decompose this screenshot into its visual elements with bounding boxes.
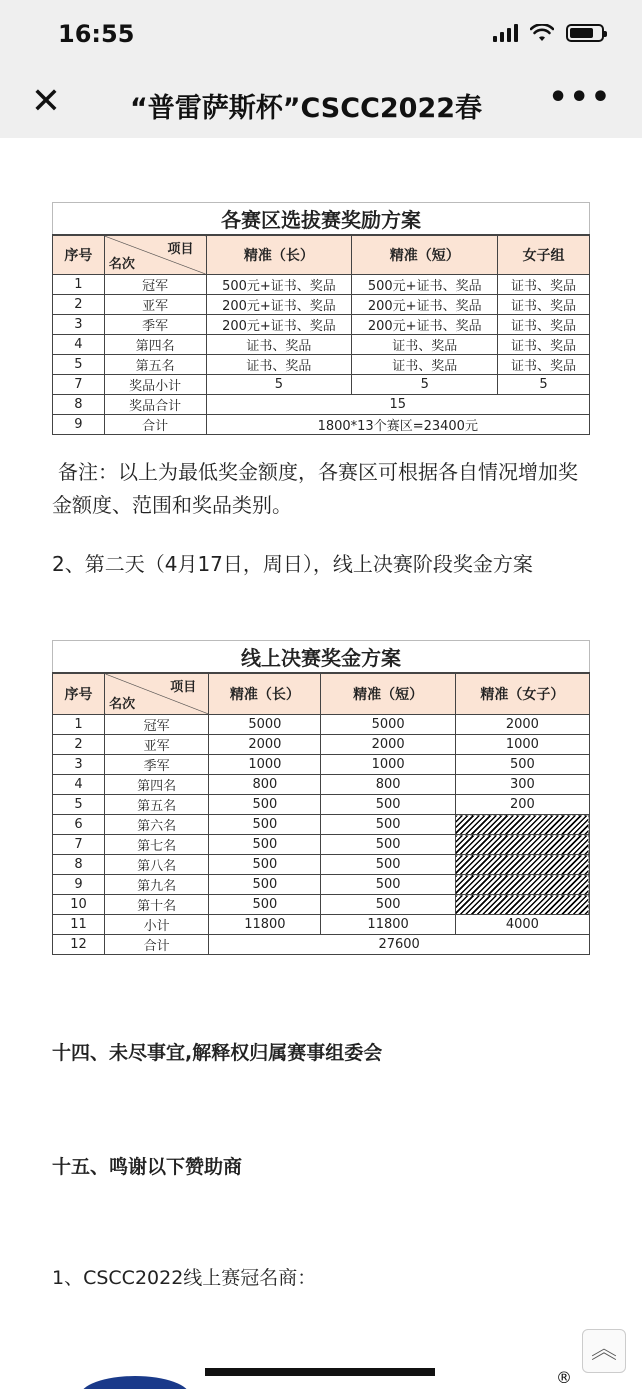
cell-c2: 证书、奖品 bbox=[352, 335, 498, 355]
cell-c3 bbox=[455, 875, 589, 895]
table-row bbox=[53, 315, 590, 335]
table-row bbox=[53, 915, 590, 935]
cell-seq: 6 bbox=[53, 815, 105, 835]
table-row bbox=[53, 875, 590, 895]
table-row bbox=[53, 835, 590, 855]
cell-seq: 8 bbox=[53, 395, 105, 415]
cell-rank: 第四名 bbox=[105, 775, 209, 795]
cell-c2: 200元+证书、奖品 bbox=[352, 295, 498, 315]
header-diagonal bbox=[104, 235, 206, 275]
header-long: 精准（长） bbox=[209, 673, 321, 715]
header-rank: 名次 bbox=[109, 697, 136, 712]
cell-rank: 第七名 bbox=[105, 835, 209, 855]
table-row bbox=[53, 715, 590, 735]
cell-c3: 证书、奖品 bbox=[498, 295, 590, 315]
header-seq: 序号 bbox=[53, 235, 105, 275]
cell-c1: 500 bbox=[209, 815, 321, 835]
cell-c1: 5000 bbox=[209, 715, 321, 735]
cell-value: 27600 bbox=[209, 935, 590, 955]
logo-emblem bbox=[80, 1376, 190, 1389]
cell-seq: 4 bbox=[53, 335, 105, 355]
cell-seq: 10 bbox=[53, 895, 105, 915]
close-icon[interactable]: ✕ bbox=[30, 81, 62, 122]
cell-rank: 冠军 bbox=[104, 275, 206, 295]
cell-value: 15 bbox=[206, 395, 589, 415]
cell-c2: 500元+证书、奖品 bbox=[352, 275, 498, 295]
table-row bbox=[53, 375, 590, 395]
cell-c2: 5000 bbox=[321, 715, 455, 735]
cell-seq: 1 bbox=[53, 715, 105, 735]
cell-c3: 证书、奖品 bbox=[498, 355, 590, 375]
cell-c2: 5 bbox=[352, 375, 498, 395]
cell-rank: 亚军 bbox=[104, 295, 206, 315]
cell-c1: 500 bbox=[209, 875, 321, 895]
cell-c1: 500 bbox=[209, 895, 321, 915]
logo-wordmark bbox=[205, 1368, 435, 1389]
status-icons bbox=[493, 24, 604, 42]
cell-c1: 证书、奖品 bbox=[206, 335, 352, 355]
section-14-heading: 十四、未尽事宜,解释权归属赛事组委会 bbox=[52, 1042, 383, 1064]
cell-c2: 800 bbox=[321, 775, 455, 795]
status-bar bbox=[0, 0, 642, 70]
section-15-heading: 十五、鸣谢以下赞助商 bbox=[52, 1156, 243, 1178]
header-rank: 名次 bbox=[108, 257, 135, 272]
cell-rank: 第九名 bbox=[105, 875, 209, 895]
cell-c1: 800 bbox=[209, 775, 321, 795]
header-long: 精准（长） bbox=[206, 235, 352, 275]
cell-c2: 500 bbox=[321, 895, 455, 915]
header-seq: 序号 bbox=[53, 673, 105, 715]
cell-rank: 第八名 bbox=[105, 855, 209, 875]
cell-c1: 证书、奖品 bbox=[206, 355, 352, 375]
table-row bbox=[53, 335, 590, 355]
cell-seq: 12 bbox=[53, 935, 105, 955]
cell-c2: 500 bbox=[321, 795, 455, 815]
cell-c1: 500 bbox=[209, 795, 321, 815]
header-diagonal bbox=[105, 673, 209, 715]
cell-rank: 奖品小计 bbox=[104, 375, 206, 395]
cell-rank: 第五名 bbox=[104, 355, 206, 375]
cell-c2: 1000 bbox=[321, 755, 455, 775]
cell-seq: 11 bbox=[53, 915, 105, 935]
cell-c3: 证书、奖品 bbox=[498, 275, 590, 295]
table-row bbox=[53, 275, 590, 295]
cell-c3: 1000 bbox=[455, 735, 589, 755]
cell-value: 1800*13个赛区=23400元 bbox=[206, 415, 589, 435]
cell-c1: 200元+证书、奖品 bbox=[206, 315, 352, 335]
cell-c3: 2000 bbox=[455, 715, 589, 735]
regional-prize-table bbox=[52, 202, 590, 435]
cell-c2: 500 bbox=[321, 875, 455, 895]
table-row bbox=[53, 775, 590, 795]
cell-c3 bbox=[455, 855, 589, 875]
cell-seq: 9 bbox=[53, 875, 105, 895]
cell-c3 bbox=[455, 815, 589, 835]
cell-seq: 3 bbox=[53, 315, 105, 335]
online-final-prize-table bbox=[52, 640, 590, 955]
page-title: “普雷萨斯杯”CSCC2022春 bbox=[130, 93, 483, 124]
cell-rank: 季军 bbox=[104, 315, 206, 335]
article-content[interactable] bbox=[0, 138, 642, 1389]
cell-seq: 2 bbox=[53, 295, 105, 315]
cell-c3: 300 bbox=[455, 775, 589, 795]
cell-seq: 8 bbox=[53, 855, 105, 875]
cell-rank: 冠军 bbox=[105, 715, 209, 735]
cell-c3: 证书、奖品 bbox=[498, 335, 590, 355]
table-row bbox=[53, 755, 590, 775]
cell-rank: 第六名 bbox=[105, 815, 209, 835]
table-row bbox=[53, 295, 590, 315]
note-paragraph: 备注：以上为最低奖金额度，各赛区可根据各自情况增加奖金额度、范围和奖品类别。 bbox=[52, 460, 578, 517]
cell-c2: 500 bbox=[321, 815, 455, 835]
cell-c1: 11800 bbox=[209, 915, 321, 935]
status-time: 16:55 bbox=[58, 20, 135, 48]
cell-rank: 亚军 bbox=[105, 735, 209, 755]
header-item: 项目 bbox=[167, 241, 194, 257]
cell-rank: 第十名 bbox=[105, 895, 209, 915]
cell-c3 bbox=[455, 895, 589, 915]
nav-bar bbox=[0, 70, 642, 138]
cell-c2: 500 bbox=[321, 855, 455, 875]
table-row bbox=[53, 735, 590, 755]
cell-rank: 季军 bbox=[105, 755, 209, 775]
header-women: 精准（女子） bbox=[455, 673, 589, 715]
cell-c1: 1000 bbox=[209, 755, 321, 775]
table-title: 各赛区选拔赛奖励方案 bbox=[53, 203, 590, 235]
cell-seq: 7 bbox=[53, 375, 105, 395]
cell-seq: 5 bbox=[53, 355, 105, 375]
sponsor-logo bbox=[80, 1368, 480, 1389]
cell-seq: 4 bbox=[53, 775, 105, 795]
more-options-icon[interactable]: ••• bbox=[548, 80, 612, 115]
cell-rank: 奖品合计 bbox=[104, 395, 206, 415]
header-women: 女子组 bbox=[498, 235, 590, 275]
cell-c1: 500 bbox=[209, 835, 321, 855]
cell-seq: 1 bbox=[53, 275, 105, 295]
cell-seq: 2 bbox=[53, 735, 105, 755]
cell-c2: 500 bbox=[321, 835, 455, 855]
wifi-icon bbox=[530, 24, 554, 42]
cell-c2: 证书、奖品 bbox=[352, 355, 498, 375]
cell-c1: 500元+证书、奖品 bbox=[206, 275, 352, 295]
cell-c1: 200元+证书、奖品 bbox=[206, 295, 352, 315]
cell-c2: 200元+证书、奖品 bbox=[352, 315, 498, 335]
cell-c1: 2000 bbox=[209, 735, 321, 755]
table-row bbox=[53, 795, 590, 815]
cell-seq: 3 bbox=[53, 755, 105, 775]
cell-seq: 9 bbox=[53, 415, 105, 435]
header-short: 精准（短） bbox=[321, 673, 455, 715]
cell-c3: 4000 bbox=[455, 915, 589, 935]
cell-c2: 11800 bbox=[321, 915, 455, 935]
cell-c3: 500 bbox=[455, 755, 589, 775]
table-title: 线上决赛奖金方案 bbox=[53, 641, 590, 673]
cell-c3: 证书、奖品 bbox=[498, 315, 590, 335]
cell-rank: 合计 bbox=[104, 415, 206, 435]
scroll-to-top-button[interactable] bbox=[582, 1329, 626, 1373]
cell-c1: 5 bbox=[206, 375, 352, 395]
cell-c2: 2000 bbox=[321, 735, 455, 755]
cell-c3 bbox=[455, 835, 589, 855]
table-row bbox=[53, 855, 590, 875]
cell-c1: 500 bbox=[209, 855, 321, 875]
cell-rank: 小计 bbox=[105, 915, 209, 935]
registered-mark: ® bbox=[556, 1368, 572, 1387]
header-item: 项目 bbox=[170, 679, 197, 695]
cell-seq: 7 bbox=[53, 835, 105, 855]
cellular-signal-icon bbox=[493, 24, 518, 42]
double-chevron-up-icon: ︽ bbox=[590, 1335, 617, 1365]
cell-rank: 合计 bbox=[105, 935, 209, 955]
cell-rank: 第五名 bbox=[105, 795, 209, 815]
cell-seq: 5 bbox=[53, 795, 105, 815]
table-row bbox=[53, 355, 590, 375]
header-short: 精准（短） bbox=[352, 235, 498, 275]
cell-c3: 200 bbox=[455, 795, 589, 815]
table-row bbox=[53, 895, 590, 915]
cell-c3: 5 bbox=[498, 375, 590, 395]
sponsor-1-paragraph: 1、CSCC2022线上赛冠名商： bbox=[52, 1267, 317, 1289]
section-2-paragraph: 2、第二天（4月17日，周日），线上决赛阶段奖金方案 bbox=[52, 552, 533, 576]
battery-icon bbox=[566, 24, 604, 42]
cell-rank: 第四名 bbox=[104, 335, 206, 355]
table-row bbox=[53, 815, 590, 835]
